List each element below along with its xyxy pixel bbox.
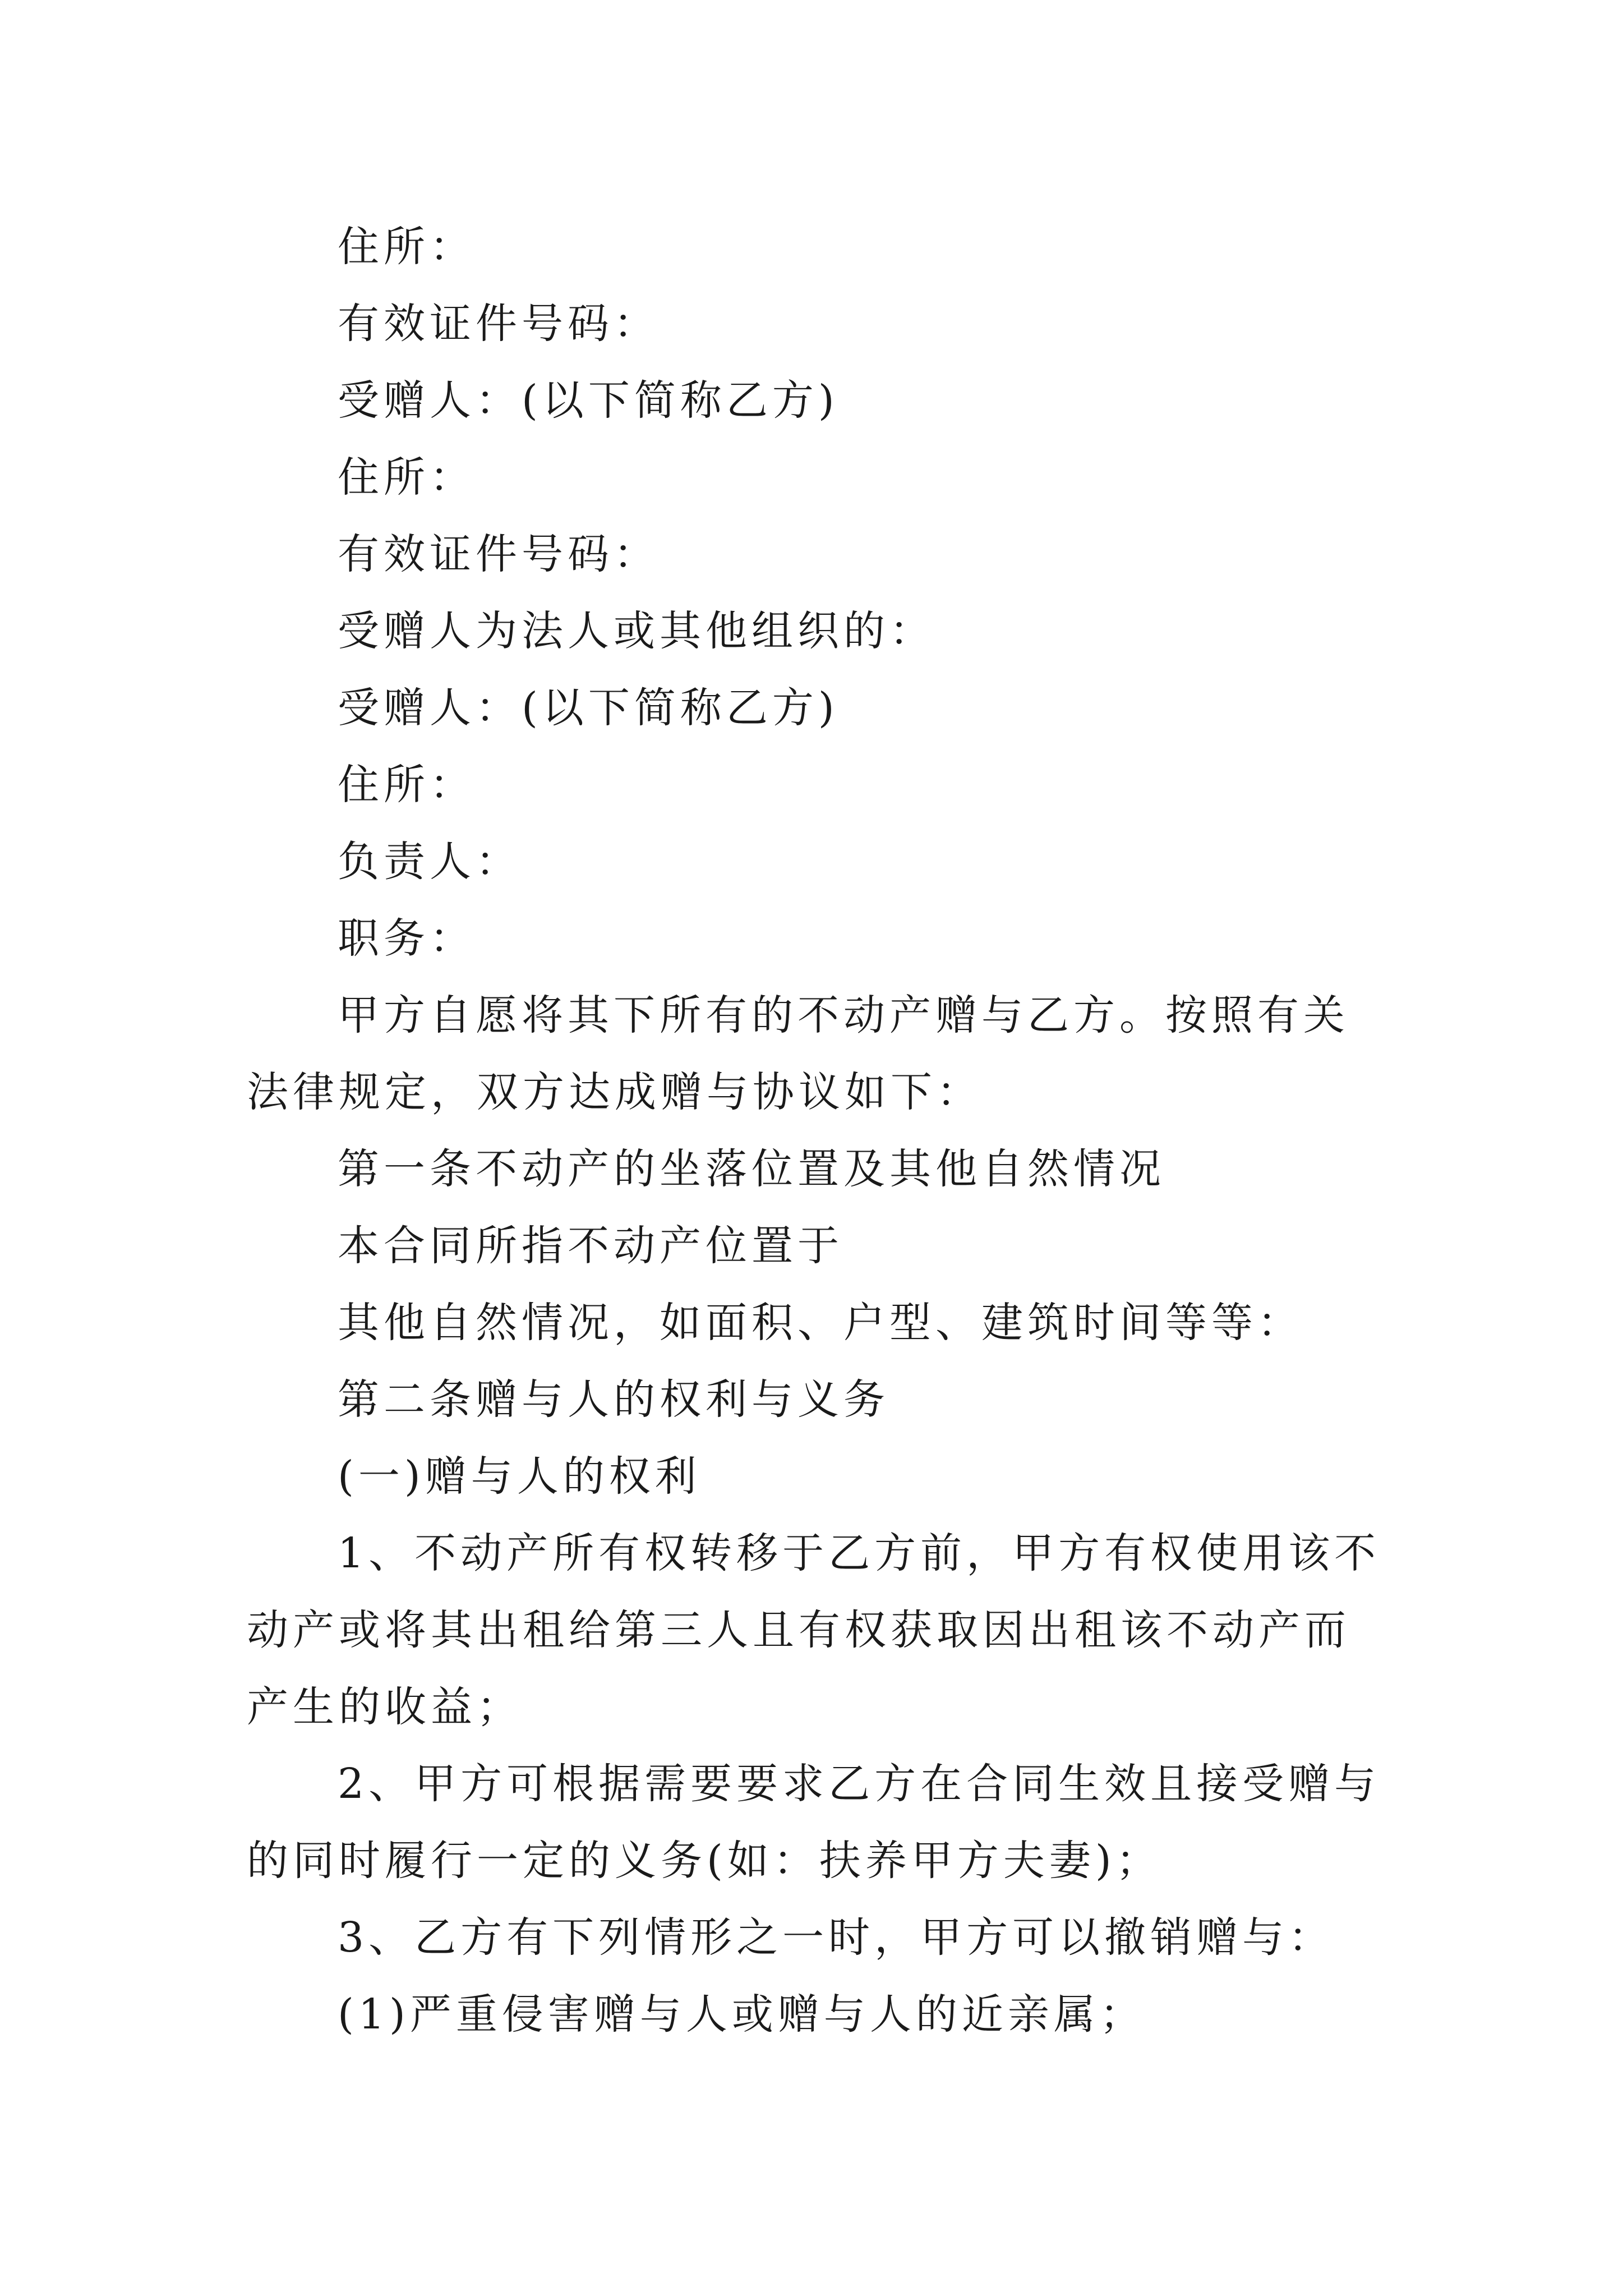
paragraph-agreement-intro: 甲方自愿将其下所有的不动产赠与乙方。按照有关法律规定，双方达成赠与协议如下：: [247, 991, 1349, 1116]
document-body: [247, 209, 1385, 2053]
paragraph-donee-organization: 受赠人为法人或其他组织的：: [338, 607, 935, 655]
paragraph-other-conditions: 其他自然情况，如面积、户型、建筑时间等等：: [338, 1299, 1303, 1347]
paragraph-donee-address: 住所：: [338, 453, 476, 501]
paragraph-donee: 受赠人：(以下简称乙方): [338, 376, 839, 425]
paragraph-donor-rights-heading: (一)赠与人的权利: [338, 1452, 701, 1501]
paragraph-right-one: 1、不动产所有权转移于乙方前，甲方有权使用该不动产或将其出租给第三人且有权获取因出租该不动产而产生的收益；: [247, 1529, 1381, 1731]
paragraph-property-location: 本合同所指不动产位置于: [338, 1222, 843, 1270]
paragraph-article-one-heading: 第一条不动产的坐落位置及其他自然情况: [338, 1145, 1165, 1193]
paragraph-right-two: 2、甲方可根据需要要求乙方在合同生效且接受赠与的同时履行一定的义务(如：扶养甲方夫妻)；: [247, 1760, 1381, 1885]
paragraph-position: 职务：: [338, 914, 476, 963]
paragraph-donee-org: 受赠人：(以下简称乙方): [338, 684, 839, 732]
paragraph-donor-id-number: 有效证件号码：: [338, 300, 660, 348]
paragraph-right-three: 3、乙方有下列情形之一时，甲方可以撤销赠与：: [338, 1913, 1335, 1962]
paragraph-revocation-case-one: (1)严重侵害赠与人或赠与人的近亲属；: [338, 1990, 1146, 2039]
paragraph-donee-id-number: 有效证件号码：: [338, 530, 660, 578]
paragraph-donor-address: 住所：: [338, 223, 476, 271]
paragraph-donee-org-address: 住所：: [338, 761, 476, 809]
paragraph-responsible-person: 负责人：: [338, 838, 522, 886]
paragraph-article-two-heading: 第二条赠与人的权利与义务: [338, 1375, 889, 1424]
